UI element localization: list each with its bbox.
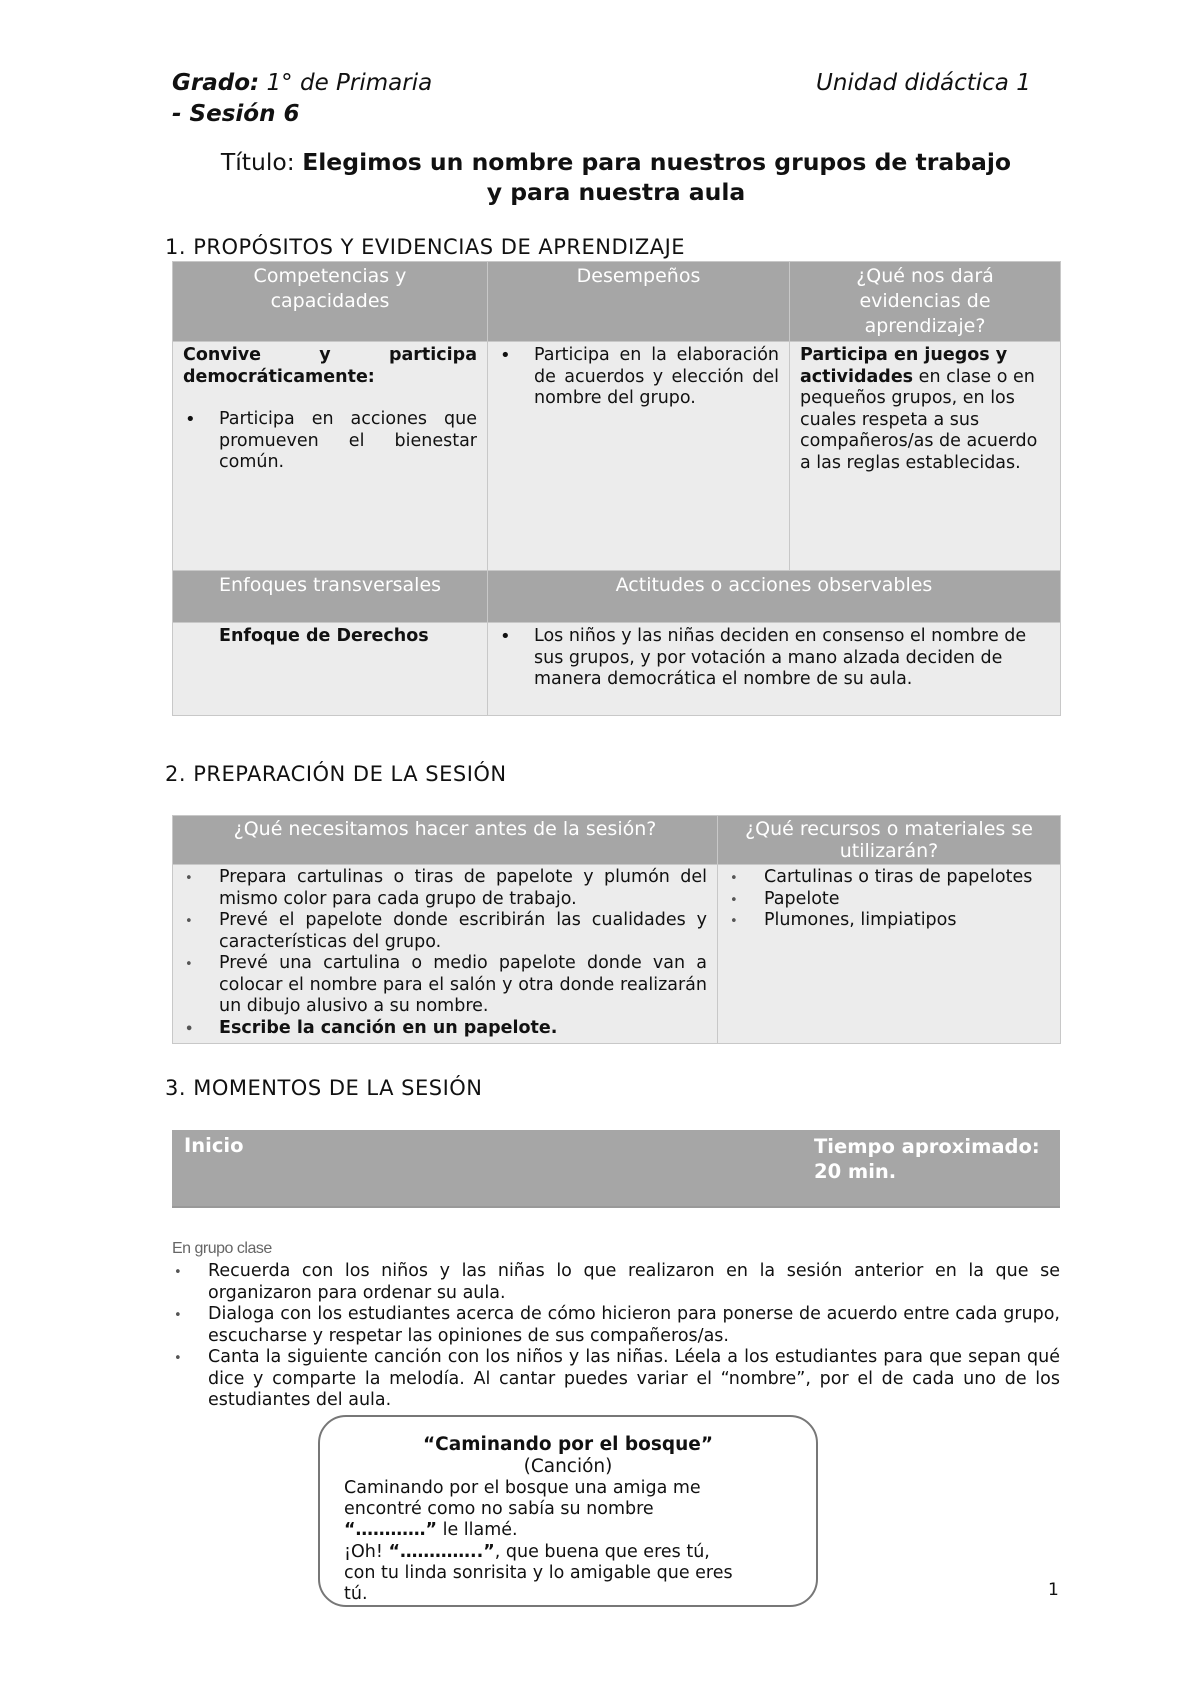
evidencia-bold: Participa en juegos y actividades: [800, 345, 1008, 387]
list-item: • Participa en la elaboración de acuerdos y elección del nombre del grupo.: [498, 345, 779, 410]
inicio-bar: [172, 1130, 1060, 1208]
list-item: • Prevé una cartulina o medio papelote donde van a colocar el nombre para el salón y otra donde realizarán un dibujo alusivo a su nombre.: [183, 953, 707, 1018]
song-line: , que buena que eres tú,: [494, 1541, 710, 1562]
actitud-cell: [488, 623, 1061, 716]
evidencia-text: en clase o en pequeños grupos, en los cuales respeta a sus compañeros/as de acuerdo a las reglas establecidas.: [800, 366, 1038, 473]
page-title: [172, 147, 1060, 207]
song-subtitle: (Canción): [523, 1456, 613, 1477]
list-item: • Los niños y las niñas deciden en consenso el nombre de sus grupos, y por votación a mano alzada deciden de manera democrática el nombre de su aula.: [498, 626, 1050, 691]
song-line: con tu linda sonrisita y lo amigable que eres: [344, 1562, 733, 1583]
song-blank: “…………”: [344, 1520, 438, 1541]
col-enfoques: Enfoques transversales: [173, 571, 488, 623]
song-title: “Caminando por el bosque”: [423, 1434, 713, 1455]
song-line: le llamé.: [437, 1520, 518, 1541]
actitud-list: [498, 626, 1050, 691]
list-item: • Dialoga con los estudiantes acerca de cómo hicieron para ponerse de acuerdo entre cada grupo, escucharse y respetar las opiniones de sus compañeros/as.: [172, 1304, 1060, 1347]
song-line: ¡Oh!: [344, 1541, 389, 1562]
title-line1: Elegimos un nombre para nuestros grupos de trabajo: [302, 148, 1012, 176]
song-line: Caminando por el bosque una amiga me: [344, 1478, 701, 1498]
list-item: • Escribe la canción en un papelote.: [183, 1018, 707, 1040]
grade-line: [172, 70, 432, 96]
list-item: • Participa en acciones que promueven el bienestar común.: [183, 409, 477, 474]
tiempo-label: Tiempo aproximado:: [814, 1135, 1040, 1158]
list-item: • Prepara cartulinas o tiras de papelote y plumón del mismo color para cada grupo de trabajo.: [183, 867, 707, 910]
antes-list: [183, 867, 707, 1039]
competencia-cell: [173, 342, 488, 577]
song-box: [318, 1415, 818, 1607]
desempeno-cell: [488, 342, 790, 577]
enfoque-cell: Enfoque de Derechos: [173, 623, 488, 716]
unit-label: Unidad didáctica 1: [816, 70, 1031, 96]
col-desempenos: Desempeños: [488, 262, 790, 342]
song-blank: “…………..”: [388, 1541, 495, 1562]
inicio-list: [172, 1261, 1060, 1412]
col-actitudes: Actitudes o acciones observables: [488, 571, 1061, 623]
col-competencias: Competencias y capacidades: [173, 262, 488, 342]
purposes-table: [172, 261, 1061, 577]
approaches-table: [172, 570, 1061, 716]
tiempo-block: [814, 1134, 1040, 1184]
list-item: • Papelote: [728, 889, 1050, 911]
session-label: - Sesión 6: [172, 101, 300, 127]
song-line: tú.: [344, 1584, 368, 1605]
col-evidencias: ¿Qué nos dará evidencias de aprendizaje?: [790, 262, 1061, 342]
preparation-table: [172, 815, 1061, 1044]
desempeno-list: [498, 345, 779, 410]
section1-heading: 1. PROPÓSITOS Y EVIDENCIAS DE APRENDIZAJE: [165, 235, 686, 259]
grade-label: Grado:: [172, 70, 260, 96]
section3-heading: 3. MOMENTOS DE LA SESIÓN: [165, 1076, 483, 1100]
col-antes: ¿Qué necesitamos hacer antes de la sesión?: [173, 816, 718, 865]
song-lyrics: [320, 1478, 816, 1605]
recursos-cell: [718, 865, 1061, 1044]
title-line2: y para nuestra aula: [486, 178, 746, 206]
list-item: • Cartulinas o tiras de papelotes: [728, 867, 1050, 889]
list-item: • Plumones, limpiatipos: [728, 910, 1050, 932]
antes-cell: [173, 865, 718, 1044]
evidencia-cell: [790, 342, 1061, 577]
section2-heading: 2. PREPARACIÓN DE LA SESIÓN: [165, 762, 507, 786]
recursos-list: [728, 867, 1050, 932]
col-recursos: ¿Qué recursos o materiales se utilizarán?: [718, 816, 1061, 865]
page-number: 1: [1048, 1580, 1059, 1600]
competencia-list: [183, 409, 477, 474]
song-line: encontré como no sabía su nombre: [344, 1499, 654, 1520]
list-item: • Recuerda con los niños y las niñas lo que realizaron en la sesión anterior en la que se organizaron para ordenar su aula.: [172, 1261, 1060, 1304]
tiempo-value: 20 min.: [814, 1160, 897, 1183]
inicio-label: Inicio: [184, 1134, 244, 1157]
grade-value: 1° de Primaria: [259, 70, 433, 96]
competencia-title: Convive y participa democráticamente:: [183, 345, 477, 387]
list-item: • Canta la siguiente canción con los niños y las niñas. Léela a los estudiantes para que sepan qué dice y comparte la melodía. Al cantar puedes variar el “nombre”, por el de cada uno de los estudiantes del aula.: [172, 1347, 1060, 1412]
title-label: Título:: [220, 148, 303, 176]
list-item: • Prevé el papelote donde escribirán las cualidades y características del grupo.: [183, 910, 707, 953]
group-subheading: En grupo clase: [172, 1240, 272, 1257]
